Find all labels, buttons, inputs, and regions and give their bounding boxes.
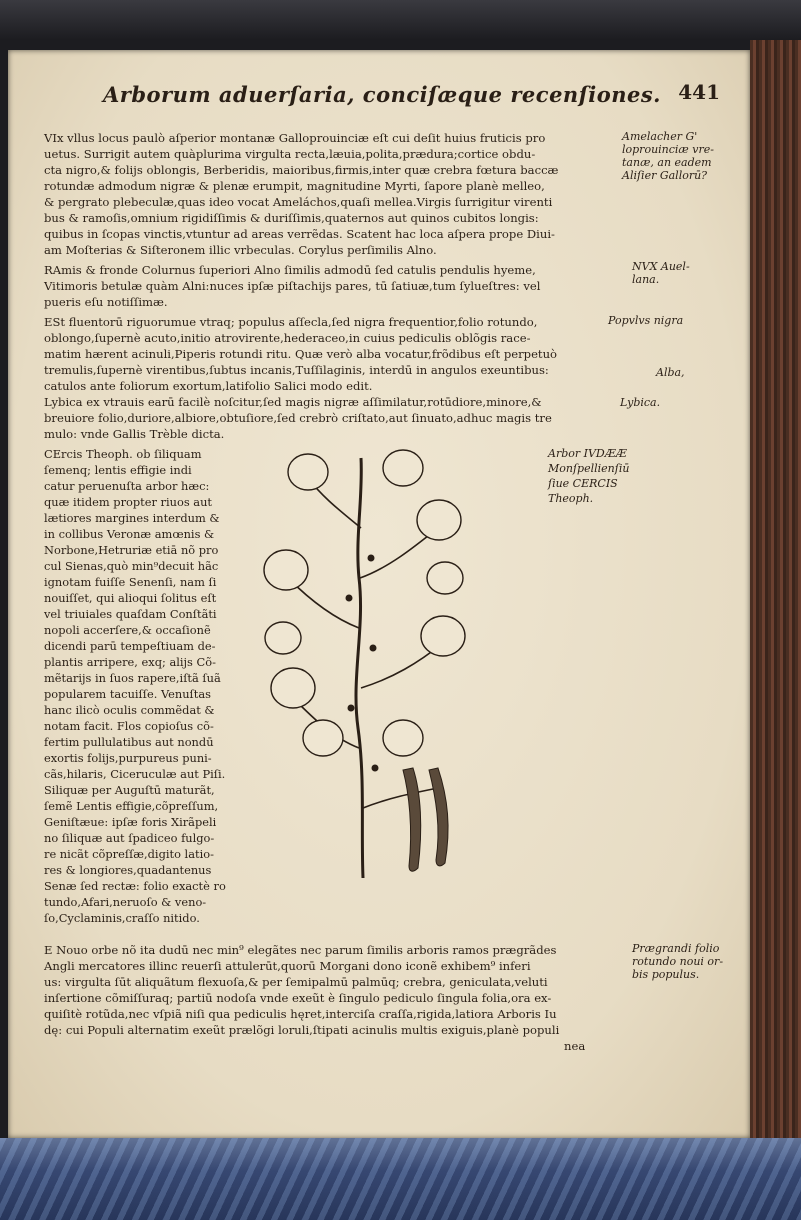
text-line: cul Sienas,quò min⁹decuit hãc <box>44 559 219 573</box>
text-line: E Nouo orbe nõ ita dudū nec min⁹ elegãtes nec parum ſimilis arboris ramos prægrãdes <box>44 943 557 957</box>
text-line: Norbone,Hetruriæ etiā nõ pro <box>44 543 219 557</box>
paragraph-cercis <box>44 446 226 926</box>
margin-line: bis populus. <box>632 968 700 981</box>
margin-note-nux <box>632 260 690 286</box>
text-line: fertim pullulatibus aut nondū <box>44 735 214 749</box>
text-line: pueris eſu notiſſimæ. <box>44 295 168 309</box>
margin-line: Amelacher G' <box>622 130 698 143</box>
text-line: ignotam fuiſſe Senenſi, nam ſi <box>44 575 217 589</box>
margin-note-populus: Popvlvs nigra <box>608 314 684 327</box>
text-line: inſertione cõmiſſuraq; partiū nodoſa vnde exeũt è ſingulo pediculo ſingula folia,ora ex- <box>44 991 552 1005</box>
folio-number: 441 <box>678 80 720 104</box>
margin-line: tanæ, an eadem <box>622 156 712 169</box>
text-line: exortis folijs,purpureus puni- <box>44 751 212 765</box>
text-line: am Moſterias & Siſteronem illic vrbeculas. Corylus perſimilis Alno. <box>44 243 437 257</box>
text-line: catulos ante foliorum exortum,latifolio Salici modo edit. <box>44 379 373 393</box>
text-line: vel triuiales quaſdam Conſtãti <box>44 607 217 621</box>
margin-line: Aliſier Gallorū? <box>622 169 708 182</box>
text-line: lætiores margines interdum & <box>44 511 220 525</box>
text-line: res & longiores,quadantenus <box>44 863 212 877</box>
text-line: bus & ramoſis,omnium rigidiſſimis & duriſſimis,quaternos aut quinos cubitos longis: <box>44 211 539 225</box>
text-line: cãs,hilaris, Ciceruculæ aut Piſi. <box>44 767 226 781</box>
text-line: cta nigro,& folijs oblongis, Berberidis, maioribus,firmis,inter quæ crebra fœtura baccæ <box>44 163 559 177</box>
margin-line: Monſpellienſiū <box>548 462 630 475</box>
text-line: catur peruenuſta arbor hæc: <box>44 479 210 493</box>
text-line: VIx vllus locus paulò aſperior montanæ Galloprouinciæ eſt cui deſit huius fruticis pro <box>44 131 546 145</box>
text-line: tundo,Afari,neruoſo & veno- <box>44 895 207 909</box>
paragraph-new-world-poplar <box>44 942 585 1054</box>
running-head: Arborum aduerſaria, conciſæque recenſiones. <box>103 82 661 107</box>
text-line: quæ itidem propter riuos aut <box>44 495 212 509</box>
margin-note-amelanchier <box>622 130 714 182</box>
margin-note-alba: Alba, <box>656 366 685 379</box>
text-line: plantis arripere, exq; alijs Cõ- <box>44 655 216 669</box>
text-line: notam facit. Flos copioſus cõ- <box>44 719 214 733</box>
margin-line: rotundo noui or- <box>632 955 724 968</box>
margin-line: loprouinciæ vre- <box>622 143 714 156</box>
text-line: rotundæ admodum nigræ & plenæ erumpit, magnitudine Myrti, ſapore planè melleo, <box>44 179 545 193</box>
page <box>8 50 750 1138</box>
text-line: nopoli accerſere,& occaſionẽ <box>44 623 211 637</box>
text-line: Siliquæ per Auguſtū maturãt, <box>44 783 215 797</box>
margin-line: Theoph. <box>548 492 594 505</box>
text-line: dę: cui Populi alternatim exeũt prælõgi loruli,ſtipati acinulis multis exiguis,planè populi <box>44 1023 560 1037</box>
cercis-woodcut-illustration <box>253 448 473 888</box>
text-line: re nicãt cõpreſſæ,digito latio- <box>44 847 214 861</box>
text-line: Angli mercatores illinc reuerſi attulerūt,quorū Morgani dono iconẽ exhibem⁹ inferi <box>44 959 531 973</box>
text-line: dicendi parū tempeſtiuam de- <box>44 639 216 653</box>
text-line: Lybica ex vtrauis earū facilè noſcitur,ſed magis nigræ aſſimilatur,rotūdiore,minore,& <box>44 395 542 409</box>
book-cover-edge <box>750 40 801 1150</box>
catchword: nea <box>564 1039 586 1053</box>
margin-line: Arbor IVDÆÆ <box>548 447 627 460</box>
marbled-endpaper <box>0 1138 801 1220</box>
text-line: tremulis,ſupernè virentibus,ſubtus incanis,Tuſſilaginis, interdū in angulos exeuntibus: <box>44 363 549 377</box>
margin-note-arbor-judae <box>548 446 629 506</box>
text-line: & pergrato plebeculæ,quas ideo vocat Ameláchos,quaſi mellea.Virgis ſurrigitur virenti <box>44 195 553 209</box>
text-line: Senæ ſed rectæ: folio exactè ro <box>44 879 226 893</box>
text-line: mulo: vnde Gallis Trèble dicta. <box>44 427 225 441</box>
margin-note-lybica: Lybica. <box>620 396 661 409</box>
text-line: quiſitè rotũda,nec vſpiã niſi qua pediculis hęret,interciſa craſſa,rigida,latiora Arboris Iu <box>44 1007 557 1021</box>
text-line: ſo,Cyclaminis,craſſo nitido. <box>44 911 200 925</box>
text-line: ſemenq; lentis effigie indi <box>44 463 192 477</box>
margin-line: ſiue CERCIS <box>548 477 618 490</box>
text-line: Geniſtæue: ipſæ foris Xirãpeli <box>44 815 217 829</box>
text-line: ESt fluentorū riguorumue vtraq; populus aſſecla,ſed nigra frequentior,folio rotundo, <box>44 315 538 329</box>
paragraph-corylus <box>44 262 540 310</box>
text-line: ſemẽ Lentis effigie,cõpreſſum, <box>44 799 219 813</box>
text-line: in collibus Veronæ amœnis & <box>44 527 215 541</box>
text-line: RAmis & fronde Colurnus ſuperiori Alno ſimilis admodū ſed catulis pendulis hyeme, <box>44 263 536 277</box>
text-line: mẽtarijs in ſuos rapere,iſtã ſuã <box>44 671 221 685</box>
margin-line: NVX Auel- <box>632 260 690 273</box>
margin-line: lana. <box>632 273 660 286</box>
text-line: popularem tacuiſſe. Venuſtas <box>44 687 211 701</box>
paragraph-populus <box>44 314 557 442</box>
text-line: Vitimoris betulæ quàm Alni:nuces ipſæ piſtachijs pares, tū ſatiuæ,tum ſylueſtres: vel <box>44 279 541 293</box>
text-line: breuiore folio,duriore,albiore,obtuſiore,ſed crebrò criſtato,aut ſinuato,adhuc magis tre <box>44 411 552 425</box>
text-line: uetus. Surrigit autem quàplurima virgulta recta,læuia,polita,prædura;cortice obdu- <box>44 147 536 161</box>
margin-line: Prægrandi folio <box>632 942 720 955</box>
text-line: hanc ilicò oculis commẽdat & <box>44 703 215 717</box>
text-line: oblongo,ſupernè acuto,initio atrovirente,hederaceo,in cuius pediculis oblõgis race- <box>44 331 531 345</box>
paragraph-amelanchier <box>44 130 558 258</box>
text-line: us: virgulta ſūt aliquãtum flexuoſa,& per ſemipalmū palmūq; crebra, geniculata,veluti <box>44 975 548 989</box>
text-line: no ſiliquæ aut ſpadiceo fulgo- <box>44 831 215 845</box>
text-line: nouiſſet, qui alioqui ſolitus eſt <box>44 591 217 605</box>
text-line: quibus in ſcopas vinctis,vtuntur ad areas verrẽdas. Scatent hac loca aſpera prope Diui- <box>44 227 555 241</box>
text-line: CErcis Theoph. ob ſiliquam <box>44 447 202 461</box>
text-line: matim hærent acinuli,Piperis rotundi ritu. Quæ verò alba vocatur,frõdibus eſt perpetuò <box>44 347 558 361</box>
margin-note-praegrandi <box>632 942 723 981</box>
